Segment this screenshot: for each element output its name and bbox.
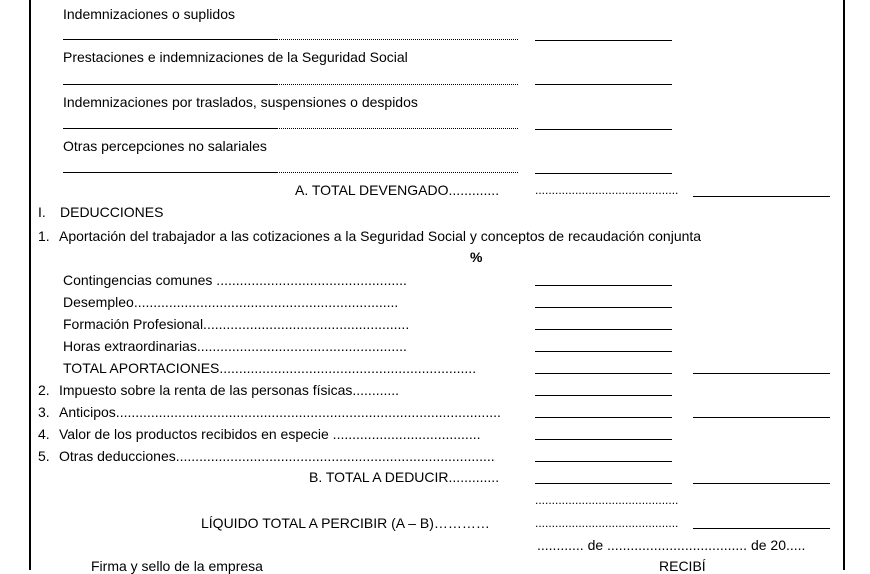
liquido-total-label: LÍQUIDO TOTAL A PERCIBIR (A – B)………… — [201, 515, 490, 531]
anticipos-total-field[interactable] — [693, 417, 830, 418]
amount-field[interactable] — [535, 285, 672, 286]
liquido-total-dots: ........................................... — [535, 516, 679, 530]
amount-field[interactable] — [535, 417, 672, 418]
dotted-line — [276, 172, 518, 173]
company-signature-label: Firma y sello de la empresa — [91, 558, 263, 574]
percent-header: % — [470, 249, 483, 265]
contribution-item-label: Desempleo.................................................................... — [63, 294, 399, 310]
deduction-item-label: Otras deducciones.................................................................................. — [59, 448, 495, 464]
total-devengado-label: A. TOTAL DEVENGADO............. — [295, 182, 500, 198]
underline — [63, 39, 276, 40]
underline — [63, 128, 276, 129]
deduction-item-label: Impuesto sobre la renta de las personas físicas............ — [59, 382, 400, 398]
total-aportaciones-field[interactable] — [693, 373, 830, 374]
deduction-item-label: Valor de los productos recibidos en especie ...................................... — [59, 426, 481, 442]
earning-item-label: Otras percepciones no salariales — [63, 138, 267, 154]
dotted-line — [276, 39, 518, 40]
section-numeral: I. — [38, 204, 46, 220]
earning-item-label: Prestaciones e indemnizaciones de la Seguridad Social — [63, 49, 408, 65]
item-number: 5. — [38, 448, 50, 464]
amount-field[interactable] — [535, 395, 672, 396]
total-aportaciones-label: TOTAL APORTACIONES.................................................................. — [63, 360, 477, 376]
underline — [63, 84, 276, 85]
form-border-left — [29, 0, 31, 570]
amount-field[interactable] — [535, 40, 672, 41]
amount-field[interactable] — [535, 84, 672, 85]
amount-field[interactable] — [535, 461, 672, 462]
amount-field[interactable] — [535, 439, 672, 440]
contribution-item-label: Formación Profesional..................................................... — [63, 316, 410, 332]
total-deducir-field[interactable] — [693, 483, 830, 484]
item-number: 1. — [38, 228, 50, 244]
amount-field[interactable] — [535, 483, 672, 484]
amount-field[interactable] — [535, 373, 672, 374]
earning-item-label: Indemnizaciones o suplidos — [63, 6, 235, 22]
section-heading: DEDUCCIONES — [60, 204, 164, 220]
total-devengado-dots: ........................................... — [535, 183, 679, 197]
deduction-item-label: Anticipos................................................................................................... — [59, 404, 501, 420]
item-number: 4. — [38, 426, 50, 442]
total-deducir-label: B. TOTAL A DEDUCIR............. — [309, 469, 500, 485]
form-border-right — [843, 0, 845, 570]
earning-item-label: Indemnizaciones por traslados, suspensiones o despidos — [63, 94, 418, 110]
liquido-total-field[interactable] — [693, 528, 830, 529]
amount-field[interactable] — [535, 173, 672, 174]
amount-field[interactable] — [535, 307, 672, 308]
item-number: 2. — [38, 382, 50, 398]
dotted-line — [276, 128, 518, 129]
total-devengado-field[interactable] — [693, 196, 830, 197]
contribution-item-label: Contingencias comunes ................................................. — [63, 272, 407, 288]
date-line[interactable]: ............ de .................................... de 20..... — [537, 537, 806, 553]
underline — [63, 172, 276, 173]
amount-field[interactable] — [535, 329, 672, 330]
item-number: 3. — [38, 404, 50, 420]
dotted-line — [276, 84, 518, 85]
total-deducir-dots: ........................................... — [535, 493, 679, 507]
amount-field[interactable] — [535, 351, 672, 352]
contribution-item-label: Horas extraordinarias...................................................... — [63, 338, 407, 354]
received-label: RECIBÍ — [659, 558, 706, 574]
amount-field[interactable] — [535, 129, 672, 130]
contribution-heading: Aportación del trabajador a las cotizaciones a la Seguridad Social y conceptos de recaudación conjunta — [59, 228, 702, 244]
